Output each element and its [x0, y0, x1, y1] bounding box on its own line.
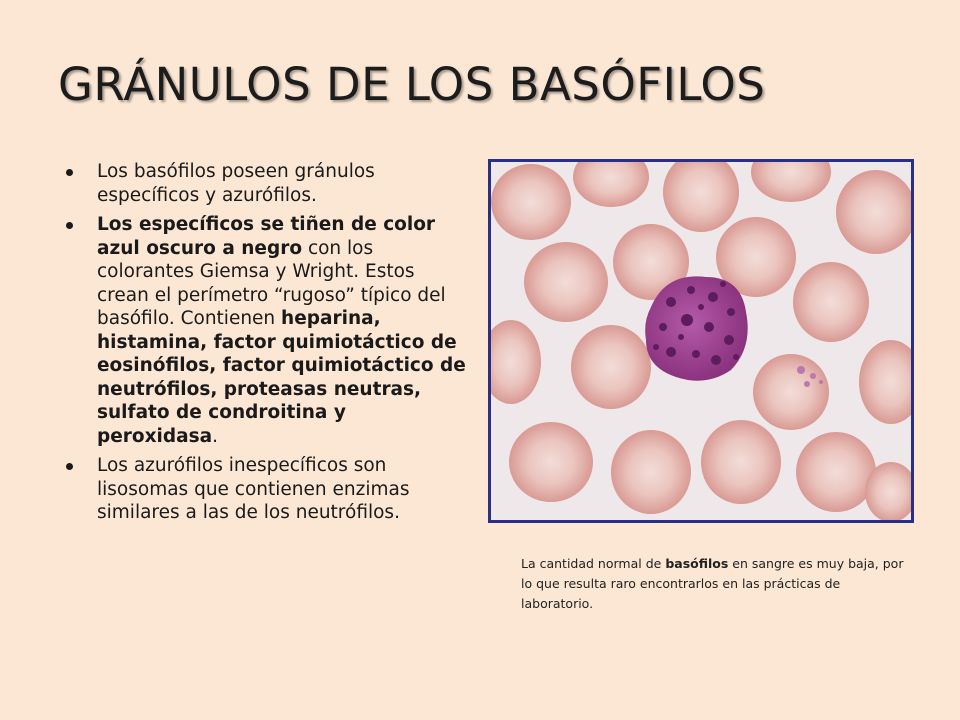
bullet-dot-icon	[66, 169, 73, 176]
caption-before: La cantidad normal de	[521, 556, 666, 571]
bullet-item	[60, 213, 470, 448]
bold-text-run: heparina, histamina, factor quimiotáctico de eosinófilos, factor quimiotáctico de neutrófilos, proteasas neutras, sulfato de condroitina y peroxidasa	[97, 308, 466, 447]
bullet-text	[97, 161, 375, 206]
bullet-item	[60, 160, 470, 207]
bullet-text	[97, 214, 466, 447]
blood-smear-illustration	[491, 162, 911, 520]
bullet-dot-icon	[66, 463, 73, 470]
bullet-dot-icon	[66, 222, 73, 229]
caption-after: en sangre es muy baja, por lo que resulta raro encontrarlos en las prácticas de laboratorio.	[521, 556, 904, 611]
bullet-list	[60, 160, 470, 531]
text-run: .	[212, 425, 219, 447]
text-run: Los azurófilos inespecíficos son lisosomas que contienen enzimas similares a las de los neutrófilos.	[97, 455, 410, 523]
caption-bold: basófilos	[665, 556, 729, 571]
slide-title: GRÁNULOS DE LOS BASÓFILOS	[58, 58, 766, 111]
bullet-item	[60, 454, 470, 525]
basophil-micrograph	[488, 159, 914, 523]
text-run: Los basófilos poseen gránulos específicos y azurófilos.	[97, 161, 375, 206]
bold-text-run: Los específicos se tiñen de color azul oscuro a negro	[97, 214, 436, 259]
image-caption	[521, 554, 911, 614]
text-run: con los colorantes Giemsa y Wright. Estos crean el perímetro “rugoso” típico del basófilo. Contienen	[97, 237, 446, 329]
bullet-text	[97, 455, 409, 523]
